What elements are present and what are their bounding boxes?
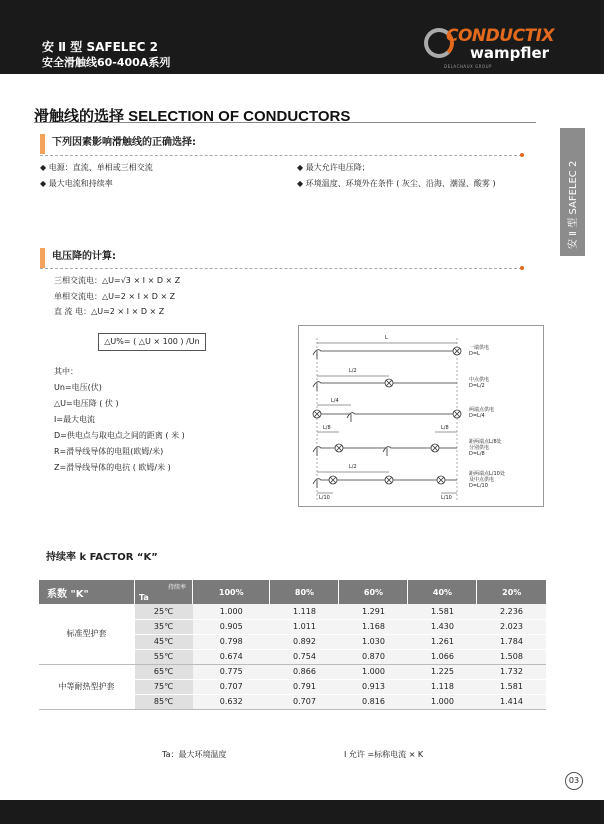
- value-cell: 1.261: [408, 634, 477, 649]
- value-cell: 0.632: [193, 694, 270, 709]
- feed-case-label: 距两端点L/10处 及中点供电 D=L/10: [469, 471, 505, 489]
- value-cell: 2.236: [477, 604, 546, 619]
- bullet-item: ◆ 最大电流和持续率: [40, 179, 113, 188]
- dim-label: L: [385, 335, 388, 341]
- logo-sub: wampfler: [470, 44, 550, 62]
- def-item: Z=滑导线导体的电抗 ( 欧姆/米 ): [54, 463, 171, 472]
- value-cell: 1.000: [193, 604, 270, 619]
- def-item: Un=电压(伏): [54, 383, 102, 392]
- side-tab-label: 安 Ⅱ 型 SAFELEC 2: [568, 160, 579, 249]
- def-item: R=滑导线导体的电阻(欧姆/米): [54, 447, 164, 456]
- col-header: 60%: [339, 580, 408, 604]
- col-header: 20%: [477, 580, 546, 604]
- section-divider: [40, 268, 522, 269]
- bullet-item: ◆ 环境温度、环境外在条件 ( 灰尘、沿海、潮湿、酸雾 ): [297, 179, 496, 188]
- ta-cell: 75℃: [135, 679, 193, 694]
- formula-percent-box: △U%= ( △U × 100 ) /Un: [98, 333, 206, 351]
- value-cell: 0.707: [270, 694, 339, 709]
- value-cell: 2.023: [477, 619, 546, 634]
- ta-cell: 65℃: [135, 664, 193, 679]
- value-cell: 1.011: [270, 619, 339, 634]
- value-cell: 0.870: [339, 649, 408, 664]
- col-header: 80%: [270, 580, 339, 604]
- group-label: 中等耐热型护套: [39, 664, 135, 709]
- k-factor-table: [38, 580, 546, 710]
- col-header: 100%: [193, 580, 270, 604]
- value-cell: 1.225: [408, 664, 477, 679]
- value-cell: 0.674: [193, 649, 270, 664]
- conductix-logo: [424, 24, 574, 72]
- value-cell: 0.798: [193, 634, 270, 649]
- feed-point-diagram: [298, 325, 544, 507]
- footnote-ta: Ta：最大环境温度: [162, 750, 227, 759]
- value-cell: 1.581: [477, 679, 546, 694]
- value-cell: 1.030: [339, 634, 408, 649]
- value-cell: 0.791: [270, 679, 339, 694]
- formula-three-phase: 三相交流电：△U=√3 × I × D × Z: [54, 276, 181, 285]
- dim-label: L/2: [349, 464, 357, 470]
- value-cell: 1.291: [339, 604, 408, 619]
- ta-cell: 45℃: [135, 634, 193, 649]
- feed-case-label: 一端供电 D=L: [469, 345, 490, 357]
- dim-label: L/10: [441, 495, 452, 501]
- feed-case-label: 距两端点L/8处 分别供电 D=L/8: [469, 439, 502, 457]
- value-cell: 1.118: [270, 604, 339, 619]
- value-cell: 0.707: [193, 679, 270, 694]
- value-cell: 1.000: [408, 694, 477, 709]
- value-cell: 0.754: [270, 649, 339, 664]
- value-cell: 1.168: [339, 619, 408, 634]
- dim-label: L/8: [323, 425, 331, 431]
- ta-cell: 85℃: [135, 694, 193, 709]
- ta-label: Ta: [139, 593, 149, 602]
- defs-title: 其中：: [54, 367, 78, 376]
- value-cell: 1.414: [477, 694, 546, 709]
- logo-group: DELACHAUX GROUP: [444, 64, 492, 69]
- dim-label: L/2: [349, 368, 357, 374]
- table-header-row: [39, 580, 547, 604]
- value-cell: 1.066: [408, 649, 477, 664]
- def-item: I=最大电流: [54, 415, 96, 424]
- feed-case-label: 两端点供电 D=L/4: [469, 407, 495, 419]
- page-title: 滑触线的选择 SELECTION OF CONDUCTORS: [34, 108, 351, 125]
- value-cell: 1.581: [408, 604, 477, 619]
- duty-label: 持续率: [167, 584, 186, 591]
- value-cell: 1.430: [408, 619, 477, 634]
- k-label-header: 系数 "K": [39, 580, 135, 604]
- value-cell: 0.905: [193, 619, 270, 634]
- factor-heading: 持续率 k FACTOR “K”: [46, 552, 158, 563]
- value-cell: 0.892: [270, 634, 339, 649]
- value-cell: 1.732: [477, 664, 546, 679]
- value-cell: 0.866: [270, 664, 339, 679]
- ta-cell: 25℃: [135, 604, 193, 619]
- section-divider: [40, 155, 522, 156]
- section-dot-icon: [520, 266, 524, 270]
- value-cell: 0.816: [339, 694, 408, 709]
- value-cell: 1.118: [408, 679, 477, 694]
- section-voltage-drop-heading: 电压降的计算:: [40, 248, 116, 268]
- bullet-item: ◆ 电源：直流、单相或三相交流: [40, 163, 153, 172]
- side-tab: [560, 128, 585, 256]
- page-number: 03: [565, 772, 583, 790]
- ta-duty-header: [135, 580, 193, 604]
- feed-diagram-svg: [299, 326, 545, 508]
- col-header: 40%: [408, 580, 477, 604]
- logo-brand: CONDUCTIX: [446, 26, 555, 46]
- page-header: [0, 0, 604, 74]
- dim-label: L/4: [331, 398, 339, 404]
- table-row: [39, 604, 547, 619]
- formula-single-phase: 单相交流电：△U=2 × I × D × Z: [54, 292, 176, 301]
- group-label: 标准型护套: [39, 604, 135, 664]
- page-footer: [0, 800, 604, 824]
- value-cell: 0.775: [193, 664, 270, 679]
- def-item: △U=电压降 ( 伏 ): [54, 399, 119, 408]
- section-dot-icon: [520, 153, 524, 157]
- dim-label: L/10: [319, 495, 330, 501]
- title-divider: [34, 122, 536, 123]
- def-item: D=供电点与取电点之间的距离 ( 米 ): [54, 431, 185, 440]
- bullet-item: ◆ 最大允许电压降；: [297, 163, 370, 172]
- value-cell: 1.000: [339, 664, 408, 679]
- table-row: [39, 664, 547, 679]
- ta-cell: 35℃: [135, 619, 193, 634]
- dim-label: L/8: [441, 425, 449, 431]
- value-cell: 1.784: [477, 634, 546, 649]
- footnote-current: I 允许 =标称电流 × K: [344, 750, 424, 759]
- value-cell: 0.913: [339, 679, 408, 694]
- header-title: 安 Ⅱ 型 SAFELEC 2: [42, 40, 158, 54]
- header-subtitle: 安全滑触线60-400A系列: [42, 56, 171, 69]
- section-factors-heading: 下列因素影响滑触线的正确选择:: [40, 134, 196, 154]
- ta-cell: 55℃: [135, 649, 193, 664]
- feed-case-label: 中点供电 D=L/2: [469, 377, 490, 389]
- formula-dc: 直 流 电：△U=2 × I × D × Z: [54, 307, 165, 316]
- value-cell: 1.508: [477, 649, 546, 664]
